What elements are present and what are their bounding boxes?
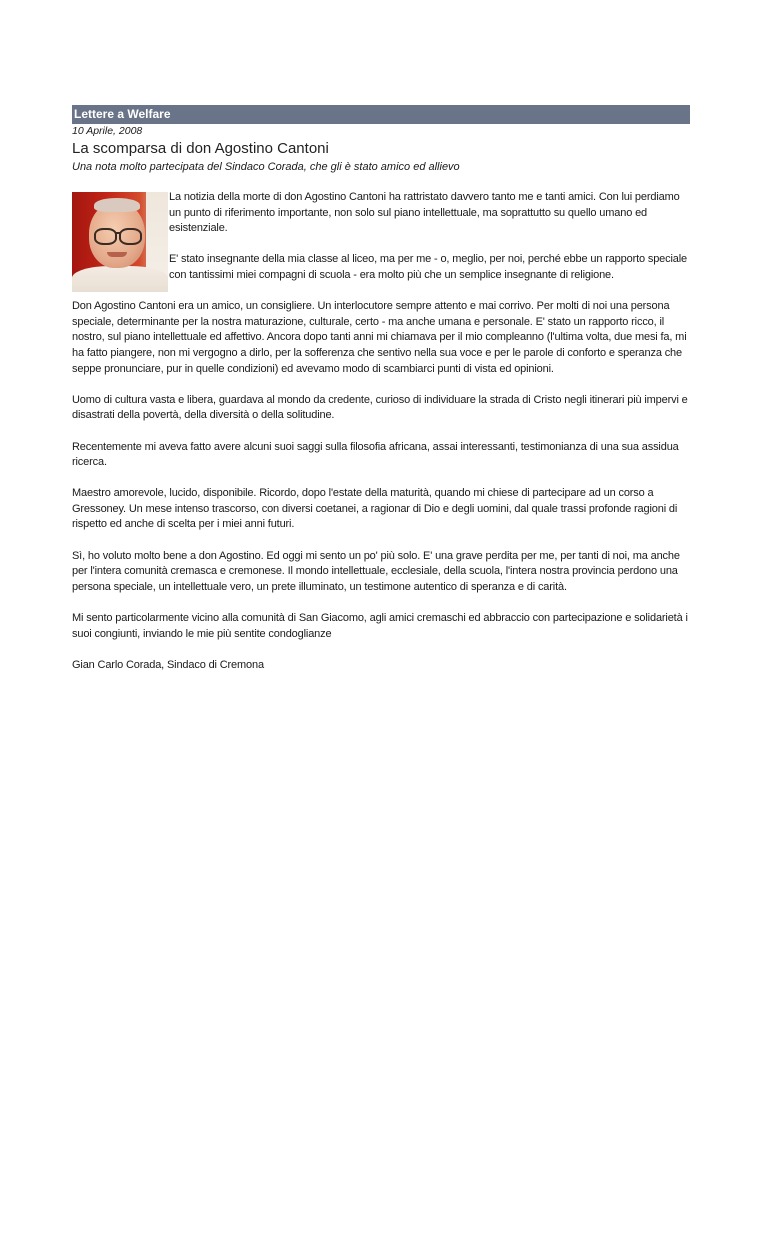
article-date: 10 Aprile, 2008 xyxy=(72,125,143,137)
signature: Gian Carlo Corada, Sindaco di Cremona xyxy=(72,658,264,671)
article-body xyxy=(72,190,690,673)
paragraph: Uomo di cultura vasta e libera, guardava al mondo da credente, curioso di individuare la strada di Cristo negli itinerari più impervi e disastrati della povertà, della diversità o della solitudine. xyxy=(72,393,688,422)
paragraph: Mi sento particolarmente vicino alla comunità di San Giacomo, agli amici cremaschi ed abbraccio con partecipazione e solidarietà i suoi congiunti, inviando le mie più sentite condoglianze xyxy=(72,612,688,640)
paragraph: Sì, ho voluto molto bene a don Agostino. Ed oggi mi sento un po' più solo. E' una grave perdita per me, per tanti di noi, ma anche per l'intera comunità cremasca e cremonese. Il mondo intellettuale, ecclesiale, della scuola, l'intera nostra provincia perdono una persona speciale, un intellettuale vero, un prete illuminato, un testimone autentico di speranza e di carità. xyxy=(72,549,680,593)
article-subtitle: Una nota molto partecipata del Sindaco Corada, che gli è stato amico ed allievo xyxy=(72,161,460,173)
article-title: La scomparsa di don Agostino Cantoni xyxy=(72,140,329,157)
article xyxy=(72,105,690,689)
paragraph: Don Agostino Cantoni era un amico, un consigliere. Un interlocutore sempre attento e mai corrivo. Per molti di noi una persona speciale, determinante per la nostra maturazione, culturale, certo - ma anche umana e personale. E' stato un rapporto ricco, il nostro, sul piano intellettuale ed affettivo. Ancora dopo tanti anni mi chiamava per il mio compleanno (l'ultima volta, due mesi fa, mi ha fatto piangere, non mi vergogno a dirlo, per la sofferenza che sentivo nella sua voce e per le parole di conforto e speranza che seppe pronunciare, pur in quelle condizioni) ed avevamo modo di scambiarci punti di vista ed opinioni. xyxy=(72,300,687,375)
portrait-photo xyxy=(72,192,168,292)
section-header: Lettere a Welfare xyxy=(72,105,690,124)
paragraph: E' stato insegnante della mia classe al liceo, ma per me - o, meglio, per noi, perché ebbe un rapporto speciale con tantissimi miei compagni di scuola - era molto più che un semplice insegnante di religione. xyxy=(169,253,688,281)
paragraph: La notizia della morte di don Agostino Cantoni ha rattristato davvero tanto me e tanti amici. Con lui perdiamo un punto di riferimento importante, non solo sul piano intellettuale, ma soprattutto su quello umano ed esistenziale. xyxy=(169,191,680,235)
paragraph: Recentemente mi aveva fatto avere alcuni suoi saggi sulla filosofia africana, assai interessanti, testimonianza di una sua assidua ricerca. xyxy=(72,440,679,469)
paragraph: Maestro amorevole, lucido, disponibile. Ricordo, dopo l'estate della maturità, quando mi chiese di partecipare ad un corso a Gressoney. Un mese intenso trascorso, con diversi coetanei, a ragionar di Dio e degli uomini, dal quale trassi profonde ragioni di rispetto ed anche di scelta per i miei anni futuri. xyxy=(72,487,678,531)
